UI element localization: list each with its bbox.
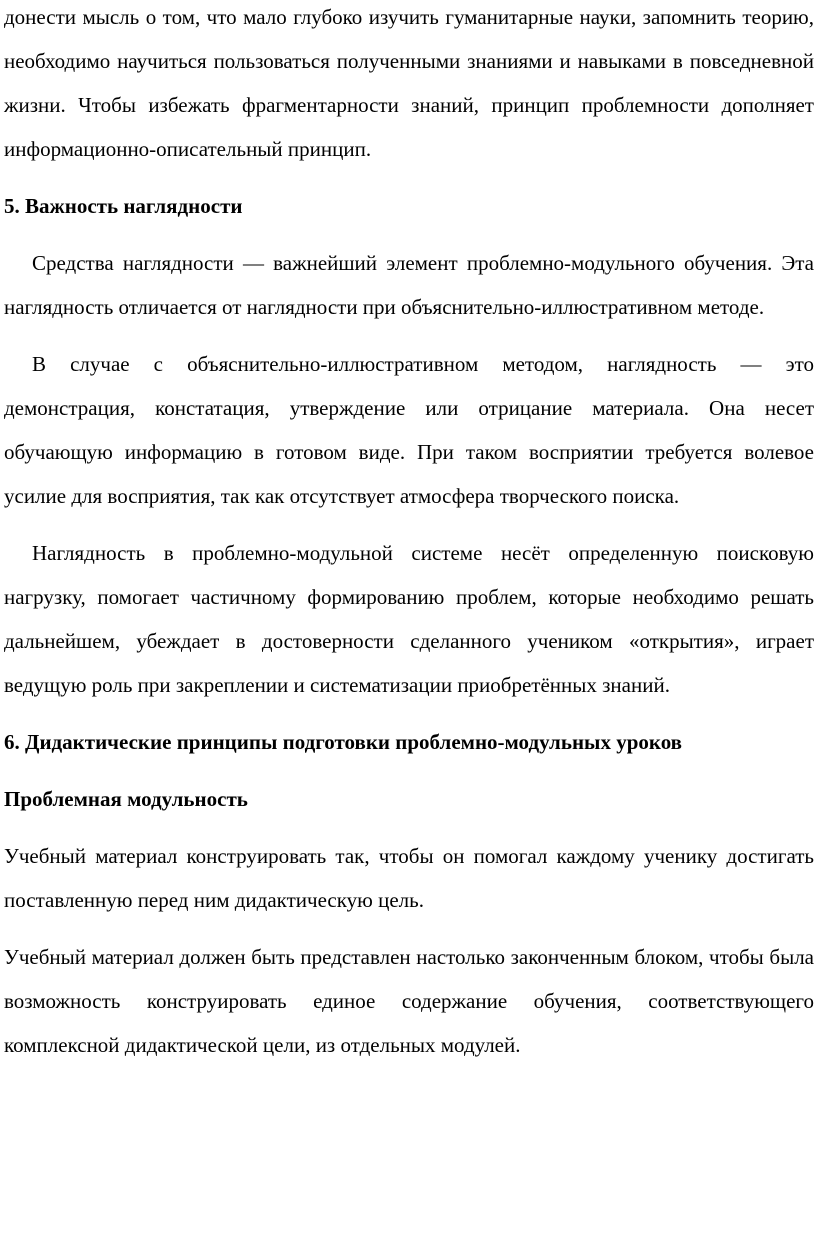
subheading-problem-modularity: Проблемная модульность [4, 787, 248, 811]
section-heading-visual-aids: 5. Важность наглядности [4, 194, 243, 218]
paragraph-modularity-2: Учебный материал должен быть представлен настолько законченным блоком, чтобы была возможность конструировать единое содержание обучения, соответствующего комплексной дидактической цели, из отдельных модулей. [4, 945, 814, 1057]
paragraph-visual-aids-1: Средства наглядности — важнейший элемент проблемно-модульного обучения. Эта наглядность отличается от наглядности при объяснительно-иллюстративном методе. [4, 251, 814, 319]
paragraph-modularity-1: Учебный материал конструировать так, чтобы он помогал каждому ученику достигать поставленную перед ним дидактическую цель. [4, 844, 814, 912]
paragraph-visual-aids-3: Наглядность в проблемно-модульной системе несёт определенную поисковую нагрузку, помогает частичному формированию проблем, которые необходимо решать дальнейшем, убеждает в достоверности сделанного учеником «открытия», играет ведущую роль при закреплении и систематизации приобретённых знаний. [4, 541, 814, 697]
section-heading-didactic-principles: 6. Дидактические принципы подготовки проблемно-модульных уроков [4, 730, 683, 754]
paragraph-visual-aids-2: В случае с объяснительно-иллюстративном методом, наглядность — это демонстрация, констатация, утверждение или отрицание материала. Она несет обучающую информацию в готовом виде. При таком восприятии требуется волевое усилие для восприятия, так как отсутствует атмосфера творческого поиска. [4, 352, 814, 508]
document-page [4, 0, 814, 1067]
paragraph-intro-continuation: донести мысль о том, что мало глубоко изучить гуманитарные науки, запомнить теорию, необходимо научиться пользоваться полученными знаниями и навыками в повседневной жизни. Чтобы избежать фрагментарности знаний, принцип проблемности дополняет информационно-описательный принцип. [4, 5, 814, 161]
